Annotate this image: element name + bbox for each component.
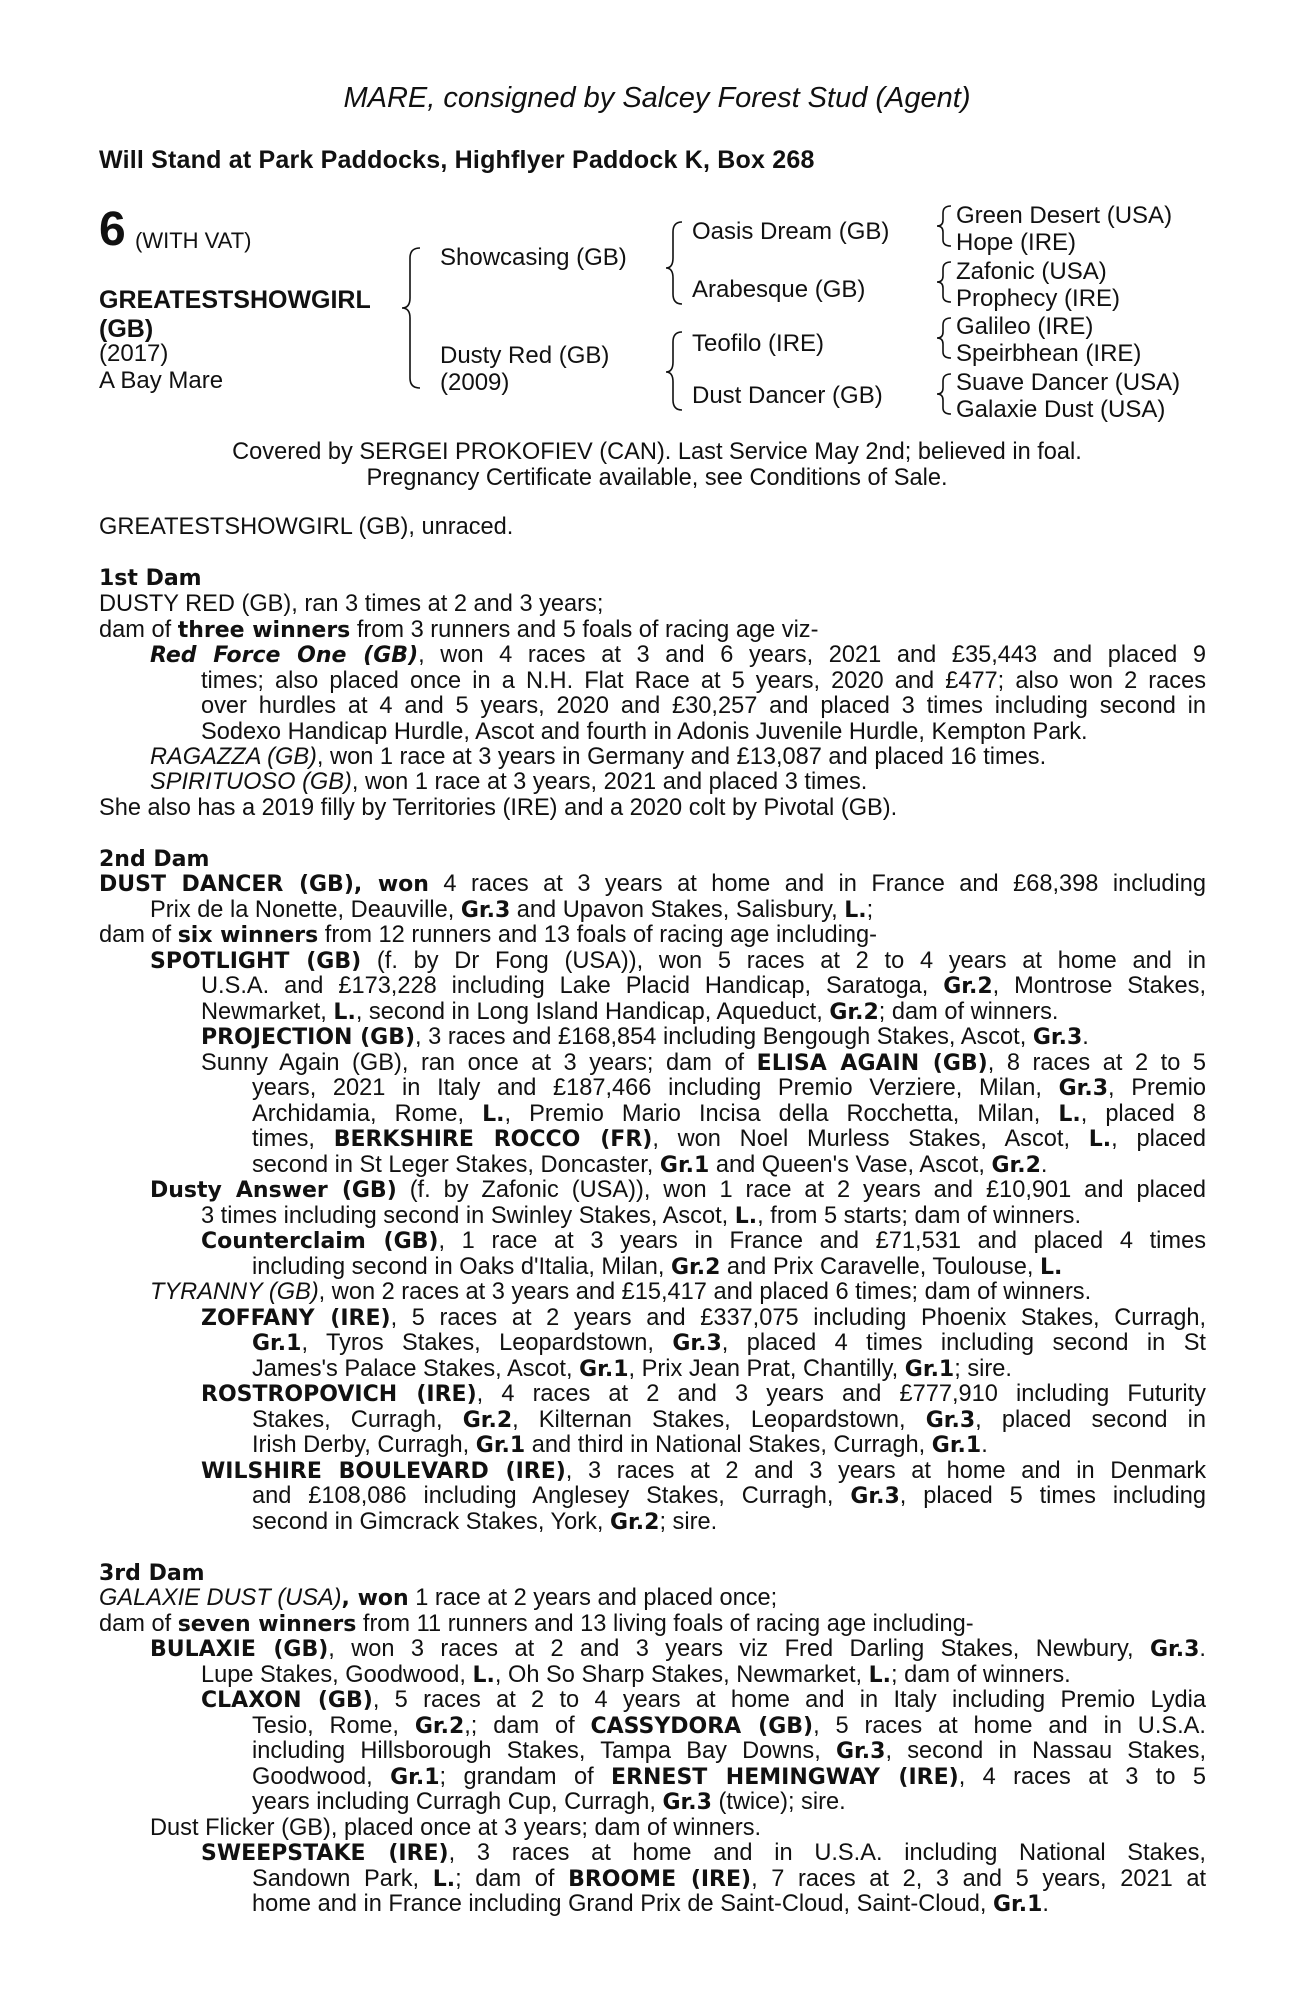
third-dam-heading: 3rd Dam bbox=[99, 1561, 205, 1586]
second-dam-line-2: Prix de la Nonette, Deauville, Gr.3 and Upavon Stakes, Salisbury, L.; bbox=[150, 897, 874, 923]
offspring-rostropovich: ROSTROPOVICH (IRE), 4 races at 2 and 3 years and £777,910 including Futurity bbox=[201, 1381, 1206, 1407]
offspring-ragazza: RAGAZZA (GB), won 1 race at 3 years in Germany and £13,087 and placed 16 times. bbox=[150, 744, 1047, 770]
offspring-sweepstake: SWEEPSTAKE (IRE), 3 races at home and in U.S.A. including National Stakes, bbox=[201, 1840, 1206, 1866]
horse-name: GREATESTSHOWGIRL (GB) bbox=[99, 286, 371, 343]
offspring-line: times, BERKSHIRE ROCCO (FR), won Noel Murless Stakes, Ascot, L., placed bbox=[252, 1126, 1206, 1152]
offspring-wilshire-boulevard: WILSHIRE BOULEVARD (IRE), 3 races at 2 and 3 years at home and in Denmark bbox=[201, 1458, 1207, 1484]
offspring-line: Sandown Park, L.; dam of BROOME (IRE), 7 races at 2, 3 and 5 years, 2021 at bbox=[252, 1866, 1206, 1892]
offspring-line: second in Gimcrack Stakes, York, Gr.2; sire. bbox=[252, 1509, 718, 1535]
pedigree-g1: Green Desert (USA) bbox=[956, 202, 1173, 229]
offspring-projection: PROJECTION (GB), 3 races and £168,854 including Bengough Stakes, Ascot, Gr.3. bbox=[201, 1024, 1089, 1050]
offspring-line: years including Curragh Cup, Curragh, Gr.3 (twice); sire. bbox=[252, 1789, 846, 1815]
second-dam-heading: 2nd Dam bbox=[99, 847, 210, 872]
pedigree-g5: Galileo (IRE) bbox=[956, 313, 1094, 340]
third-dam-line-1: GALAXIE DUST (USA), won 1 race at 2 years and placed once; bbox=[99, 1585, 778, 1611]
page-title: MARE, consigned by Salcey Forest Stud (Agent) bbox=[343, 82, 971, 114]
first-dam-line-2: dam of three winners from 3 runners and 5 foals of racing age viz- bbox=[99, 617, 819, 643]
offspring-line: including second in Oaks d'Italia, Milan, Gr.2 and Prix Caravelle, Toulouse, L. bbox=[252, 1254, 1063, 1280]
offspring-claxon: CLAXON (GB), 5 races at 2 to 4 years at home and in Italy including Premio Lydia bbox=[201, 1687, 1207, 1713]
pedigree-g6: Speirbhean (IRE) bbox=[956, 340, 1142, 367]
offspring-sunny-again: Sunny Again (GB), ran once at 3 years; dam of ELISA AGAIN (GB), 8 races at 2 to 5 bbox=[201, 1050, 1206, 1076]
offspring-line: U.S.A. and £173,228 including Lake Placid Handicap, Saratoga, Gr.2, Montrose Stakes, bbox=[201, 973, 1206, 999]
offspring-bulaxie: BULAXIE (GB), won 3 races at 2 and 3 years viz Fred Darling Stakes, Newbury, Gr.3. bbox=[150, 1636, 1206, 1662]
offspring-line: and £108,086 including Anglesey Stakes, Curragh, Gr.3, placed 5 times including bbox=[252, 1483, 1206, 1509]
offspring-line: Lupe Stakes, Goodwood, L., Oh So Sharp Stakes, Newmarket, L.; dam of winners. bbox=[201, 1662, 1071, 1688]
offspring-line: Irish Derby, Curragh, Gr.1 and third in National Stakes, Curragh, Gr.1. bbox=[252, 1432, 988, 1458]
pedigree-dam-year: (2009) bbox=[440, 369, 510, 396]
pedigree-sire: Showcasing (GB) bbox=[440, 244, 627, 271]
first-dam-line-1: DUSTY RED (GB), ran 3 times at 2 and 3 years; bbox=[99, 591, 604, 617]
offspring-line: Archidamia, Rome, L., Premio Mario Incisa della Rocchetta, Milan, L., placed 8 bbox=[252, 1101, 1207, 1127]
offspring-line: including Hillsborough Stakes, Tampa Bay Downs, Gr.3, second in Nassau Stakes, bbox=[252, 1738, 1206, 1764]
horse-description: A Bay Mare bbox=[99, 367, 224, 394]
covered-line-2: Pregnancy Certificate available, see Conditions of Sale. bbox=[366, 465, 948, 491]
vat-note: (WITH VAT) bbox=[135, 228, 252, 253]
horse-year: (2017) bbox=[99, 340, 169, 367]
third-dam-line-2: dam of seven winners from 11 runners and 13 living foals of racing age including- bbox=[99, 1611, 974, 1637]
offspring-dusty-answer: Dusty Answer (GB) (f. by Zafonic (USA)), won 1 race at 2 years and £10,901 and placed bbox=[150, 1177, 1206, 1203]
covered-line-1: Covered by SERGEI PROKOFIEV (CAN). Last Service May 2nd; believed in foal. bbox=[232, 439, 1082, 465]
pedigree-g3: Zafonic (USA) bbox=[956, 258, 1107, 285]
pedigree-dam-sire: Teofilo (IRE) bbox=[692, 330, 825, 357]
offspring-spirituoso: SPIRITUOSO (GB), won 1 race at 3 years, 2021 and placed 3 times. bbox=[150, 769, 868, 795]
offspring-line: Stakes, Curragh, Gr.2, Kilternan Stakes, Leopardstown, Gr.3, placed second in bbox=[252, 1407, 1207, 1433]
offspring-spotlight: SPOTLIGHT (GB) (f. by Dr Fong (USA)), won 5 races at 2 to 4 years at home and in bbox=[150, 948, 1206, 974]
pedigree-dam-dam: Dust Dancer (GB) bbox=[692, 382, 883, 409]
offspring-line: James's Palace Stakes, Ascot, Gr.1, Prix Jean Prat, Chantilly, Gr.1; sire. bbox=[252, 1356, 1012, 1382]
offspring-tyranny: TYRANNY (GB), won 2 races at 3 years and £15,417 and placed 6 times; dam of winners. bbox=[150, 1279, 1092, 1305]
second-dam-line-3: dam of six winners from 12 runners and 13 foals of racing age including- bbox=[99, 922, 877, 948]
offspring-line: years, 2021 in Italy and £187,466 including Premio Verziere, Milan, Gr.3, Premio bbox=[252, 1075, 1206, 1101]
lot-number: 6 bbox=[99, 203, 126, 256]
second-dam-line-1: DUST DANCER (GB), won 4 races at 3 years at home and in France and £68,398 including bbox=[99, 871, 1207, 897]
offspring-zoffany: ZOFFANY (IRE), 5 races at 2 years and £337,075 including Phoenix Stakes, Curragh, bbox=[201, 1305, 1206, 1331]
offspring-line: Tesio, Rome, Gr.2,; dam of CASSYDORA (GB), 5 races at home and in U.S.A. bbox=[252, 1713, 1206, 1739]
offspring-line: home and in France including Grand Prix de Saint-Cloud, Saint-Cloud, Gr.1. bbox=[252, 1891, 1049, 1917]
offspring-line: Gr.1, Tyros Stakes, Leopardstown, Gr.3, placed 4 times including second in St bbox=[252, 1330, 1206, 1356]
offspring-line: second in St Leger Stakes, Doncaster, Gr.1 and Queen's Vase, Ascot, Gr.2. bbox=[252, 1152, 1048, 1178]
offspring-line: 3 times including second in Swinley Stakes, Ascot, L., from 5 starts; dam of winners. bbox=[201, 1203, 1082, 1229]
first-dam-heading: 1st Dam bbox=[99, 566, 202, 591]
pedigree-g8: Galaxie Dust (USA) bbox=[956, 396, 1166, 423]
offspring-line: Newmarket, L., second in Long Island Handicap, Aqueduct, Gr.2; dam of winners. bbox=[201, 999, 1059, 1025]
pedigree-g7: Suave Dancer (USA) bbox=[956, 369, 1181, 396]
stand-location: Will Stand at Park Paddocks, Highflyer Paddock K, Box 268 bbox=[99, 146, 815, 174]
offspring-line: Goodwood, Gr.1; grandam of ERNEST HEMINGWAY (IRE), 4 races at 3 to 5 bbox=[252, 1764, 1206, 1790]
offspring-line: over hurdles at 4 and 5 years, 2020 and £30,257 and placed 3 times including second in bbox=[201, 693, 1206, 719]
offspring-dust-flicker: Dust Flicker (GB), placed once at 3 years; dam of winners. bbox=[150, 1815, 762, 1841]
offspring-red-force-one: Red Force One (GB), won 4 races at 3 and 6 years, 2021 and £35,443 and placed 9 bbox=[150, 642, 1206, 668]
unraced-note: GREATESTSHOWGIRL (GB), unraced. bbox=[99, 514, 514, 540]
pedigree-sire-dam: Arabesque (GB) bbox=[692, 276, 866, 303]
pedigree-dam: Dusty Red (GB) bbox=[440, 342, 610, 369]
offspring-counterclaim: Counterclaim (GB), 1 race at 3 years in France and £71,531 and placed 4 times bbox=[201, 1228, 1206, 1254]
offspring-line: Sodexo Handicap Hurdle, Ascot and fourth in Adonis Juvenile Hurdle, Kempton Park. bbox=[201, 719, 1088, 745]
pedigree-g2: Hope (IRE) bbox=[956, 229, 1077, 256]
pedigree-g4: Prophecy (IRE) bbox=[956, 285, 1121, 312]
offspring-line: times; also placed once in a N.H. Flat Race at 5 years, 2020 and £477; also won 2 races bbox=[201, 668, 1206, 694]
first-dam-note: She also has a 2019 filly by Territories (IRE) and a 2020 colt by Pivotal (GB). bbox=[99, 795, 898, 821]
pedigree-sire-sire: Oasis Dream (GB) bbox=[692, 218, 890, 245]
